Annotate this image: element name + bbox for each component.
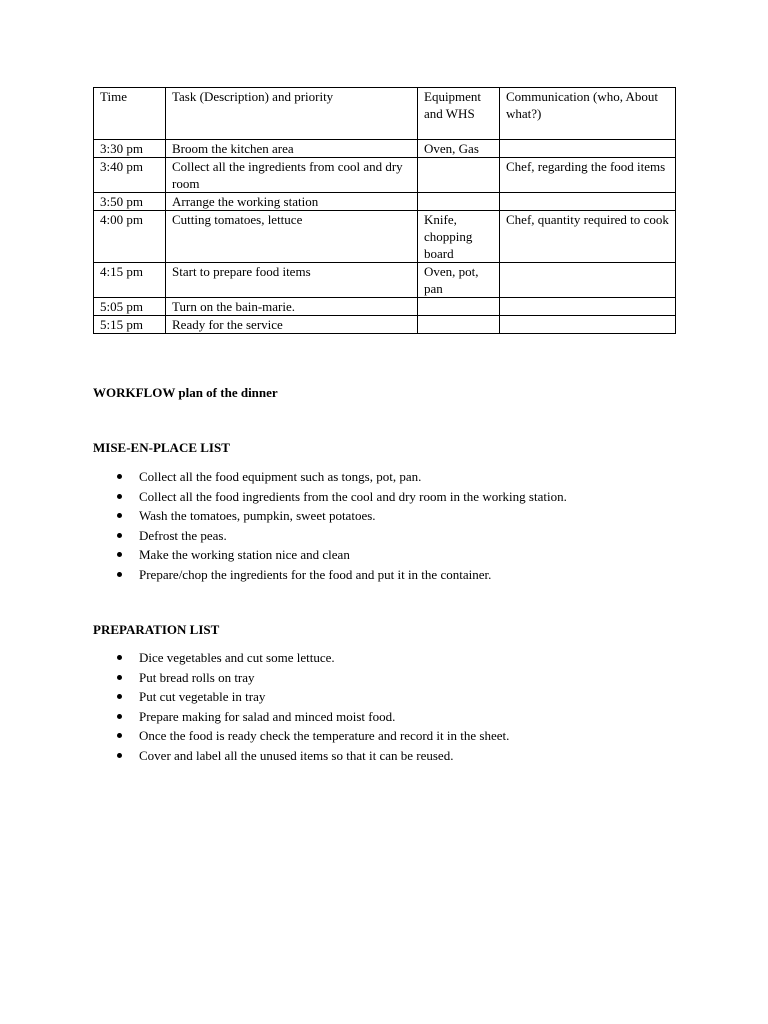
list-item [93,468,567,488]
bullet-icon [117,753,122,758]
table-row [94,298,676,316]
cell-communication [500,140,676,158]
list-item-text: Make the working station nice and clean [139,547,350,562]
list-item-text: Wash the tomatoes, pumpkin, sweet potatoes. [139,508,376,523]
list-item-text: Once the food is ready check the temperature and record it in the sheet. [139,728,510,743]
bullet-icon [117,655,122,660]
cell-equipment: Oven, pot, pan [418,263,500,298]
list-item [93,507,567,527]
cell-communication [500,263,676,298]
header-task: Task (Description) and priority [166,88,418,140]
list-item [93,527,567,547]
bullet-icon [117,474,122,479]
table-row [94,316,676,334]
cell-communication [500,298,676,316]
cell-equipment [418,158,500,193]
cell-task: Arrange the working station [166,193,418,211]
header-equipment: Equipment and WHS [418,88,500,140]
cell-task: Turn on the bain-marie. [166,298,418,316]
cell-equipment: Oven, Gas [418,140,500,158]
cell-communication: Chef, regarding the food items [500,158,676,193]
header-communication: Communication (who, About what?) [500,88,676,140]
table-row [94,158,676,193]
bullet-icon [117,714,122,719]
cell-equipment [418,316,500,334]
cell-communication [500,316,676,334]
bullet-icon [117,513,122,518]
bullet-icon [117,552,122,557]
cell-time: 3:40 pm [94,158,166,193]
list-item [93,649,509,669]
preparation-heading: PREPARATION LIST [93,622,220,637]
cell-time: 4:15 pm [94,263,166,298]
table-row [94,263,676,298]
cell-task: Cutting tomatoes, lettuce [166,211,418,263]
table-row [94,140,676,158]
list-item-text: Collect all the food equipment such as tongs, pot, pan. [139,469,422,484]
list-item [93,688,509,708]
list-item [93,566,567,586]
header-time: Time [94,88,166,140]
mise-en-place-list [93,468,567,585]
cell-time: 4:00 pm [94,211,166,263]
cell-time: 3:50 pm [94,193,166,211]
table-row [94,193,676,211]
cell-time: 3:30 pm [94,140,166,158]
list-item [93,747,509,767]
mise-en-place-heading: MISE-EN-PLACE LIST [93,440,230,455]
cell-communication [500,193,676,211]
cell-time: 5:05 pm [94,298,166,316]
list-item [93,708,509,728]
cell-task: Ready for the service [166,316,418,334]
cell-task: Start to prepare food items [166,263,418,298]
list-item [93,727,509,747]
list-item-text: Cover and label all the unused items so that it can be reused. [139,747,454,763]
cell-task: Collect all the ingredients from cool and dry room [166,158,418,193]
workflow-table [93,87,676,334]
preparation-list [93,649,509,766]
list-item-text: Dice vegetables and cut some lettuce. [139,650,335,665]
table-header-row [94,88,676,140]
bullet-icon [117,533,122,538]
bullet-icon [117,675,122,680]
list-item-text: Put bread rolls on tray [139,669,255,685]
bullet-icon [117,494,122,499]
table-row [94,211,676,263]
cell-equipment [418,193,500,211]
list-item-text: Prepare making for salad and minced moist food. [139,708,396,724]
bullet-icon [117,694,122,699]
list-item-text: Prepare/chop the ingredients for the food and put it in the container. [139,566,492,582]
cell-time: 5:15 pm [94,316,166,334]
cell-task: Broom the kitchen area [166,140,418,158]
bullet-icon [117,572,122,577]
workflow-heading-bold: WORKFLOW [93,385,176,400]
workflow-heading-rest: plan of the dinner [175,385,278,400]
cell-communication: Chef, quantity required to cook [500,211,676,263]
list-item [93,546,567,566]
list-item [93,669,509,689]
list-item [93,488,567,508]
workflow-heading [93,384,278,401]
list-item-text: Collect all the food ingredients from the cool and dry room in the working station. [139,488,567,504]
cell-equipment [418,298,500,316]
list-item-text: Put cut vegetable in tray [139,689,266,704]
cell-equipment: Knife, chopping board [418,211,500,263]
bullet-icon [117,733,122,738]
list-item-text: Defrost the peas. [139,527,227,543]
